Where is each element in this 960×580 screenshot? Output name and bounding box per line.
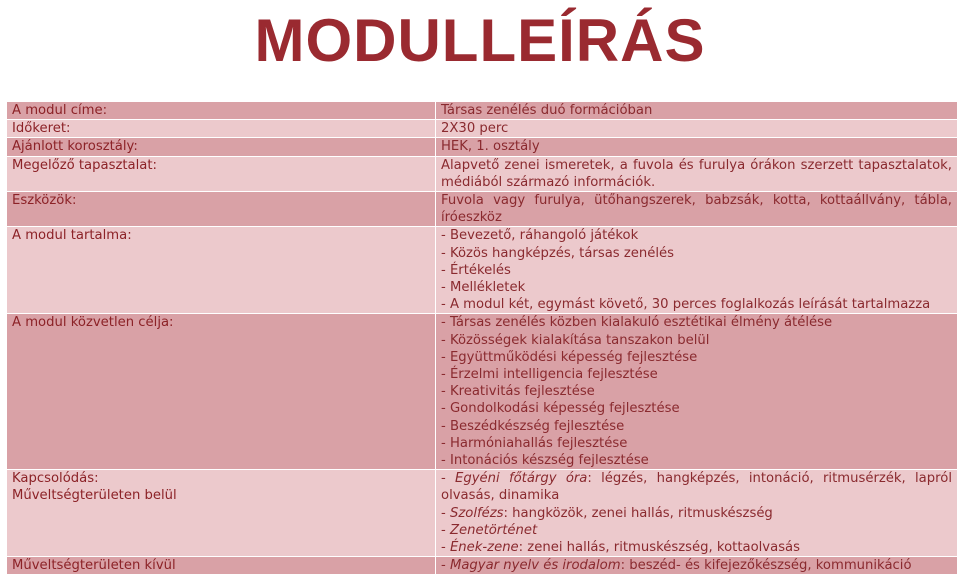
value-modul-tartalma [436,227,958,314]
page-title: MODULLEÍRÁS [254,7,706,74]
label-modul-cime: A modul címe: [7,102,436,120]
subject-name: Magyar nyelv és irodalom [449,558,621,574]
module-table [6,101,958,575]
table-row [7,314,958,470]
table-row [7,102,958,120]
subject-name: Egyéni főtárgy óra [455,471,588,487]
table-row [7,557,958,575]
table-row [7,156,958,191]
label-kozvetlen-celja: A modul közvetlen célja: [7,314,436,470]
list-item: - A modul két, egymást követő, 30 perces foglalkozás leírását tartalmazza [441,297,931,313]
subject-name: Zenetörténet [449,522,538,538]
list-item: - Érzelmi intelligencia fejlesztése [441,367,658,383]
subject-name: Szolfézs [449,505,504,521]
value-korosztaly: HEK, 1. osztály [436,138,958,156]
list-item: - Gondolkodási képesség fejlesztése [441,401,680,417]
list-item: - Intonációs készség fejlesztése [441,453,649,469]
value-kivul [436,557,958,575]
list-item: - Magyar nyelv és irodalom: beszéd- és kifejezőkészség, kommunikáció [441,558,912,574]
kapcsolodas-sublabel: Műveltségterületen belül [12,488,177,504]
list-item: - Kreativitás fejlesztése [441,384,595,400]
list-item: - Zenetörténet [441,522,538,538]
label-kapcsolodas [7,470,436,557]
table-row [7,120,958,138]
list-item: - Szolfézs: hangközök, zenei hallás, ritmuskészség [441,505,773,521]
list-item: - Társas zenélés közben kialakuló esztétikai élmény átélése [441,315,833,331]
list-item: - Közösségek kialakítása tanszakon belül [441,332,710,348]
table-row [7,138,958,156]
list-item: - Ének-zene: zenei hallás, ritmuskészség, kottaolvasás [441,540,801,556]
value-kozvetlen-celja [436,314,958,470]
value-kapcsolodas [436,470,958,557]
list-item: - Mellékletek [441,280,526,296]
value-eszkozok: Fuvola vagy furulya, ütőhangszerek, babzsák, kotta, kottaállvány, tábla, íróeszköz [436,192,958,227]
label-megelozo-tapasztalat: Megelőző tapasztalat: [7,156,436,191]
value-modul-cime: Társas zenélés duó formációban [436,102,958,120]
list-item: - Harmóniahallás fejlesztése [441,435,628,451]
label-modul-tartalma: A modul tartalma: [7,227,436,314]
label-kivul: Műveltségterületen kívül [7,557,436,575]
table-row [7,470,958,557]
kapcsolodas-heading: Kapcsolódás: [12,471,99,487]
label-korosztaly: Ajánlott korosztály: [7,138,436,156]
table-row [7,192,958,227]
list-item: - Értékelés [441,262,511,278]
list-item: - Beszédkészség fejlesztése [441,418,625,434]
list-item: - Bevezető, ráhangoló játékok [441,228,639,244]
subject-name: Ének-zene [449,540,519,556]
value-megelozo-tapasztalat: Alapvető zenei ismeretek, a fuvola és furulya órákon szerzett tapasztalatok, médiából származó információk. [436,156,958,191]
list-item: - Egyéni főtárgy óra: légzés, hangképzés, intonáció, ritmusérzék, lapról olvasás, dinamika [441,471,952,504]
label-idokeret: Időkeret: [7,120,436,138]
label-eszkozok: Eszközök: [7,192,436,227]
list-item: - Közös hangképzés, társas zenélés [441,245,675,261]
value-idokeret: 2X30 perc [436,120,958,138]
list-item: - Együttműködési képesség fejlesztése [441,349,698,365]
table-row [7,227,958,314]
